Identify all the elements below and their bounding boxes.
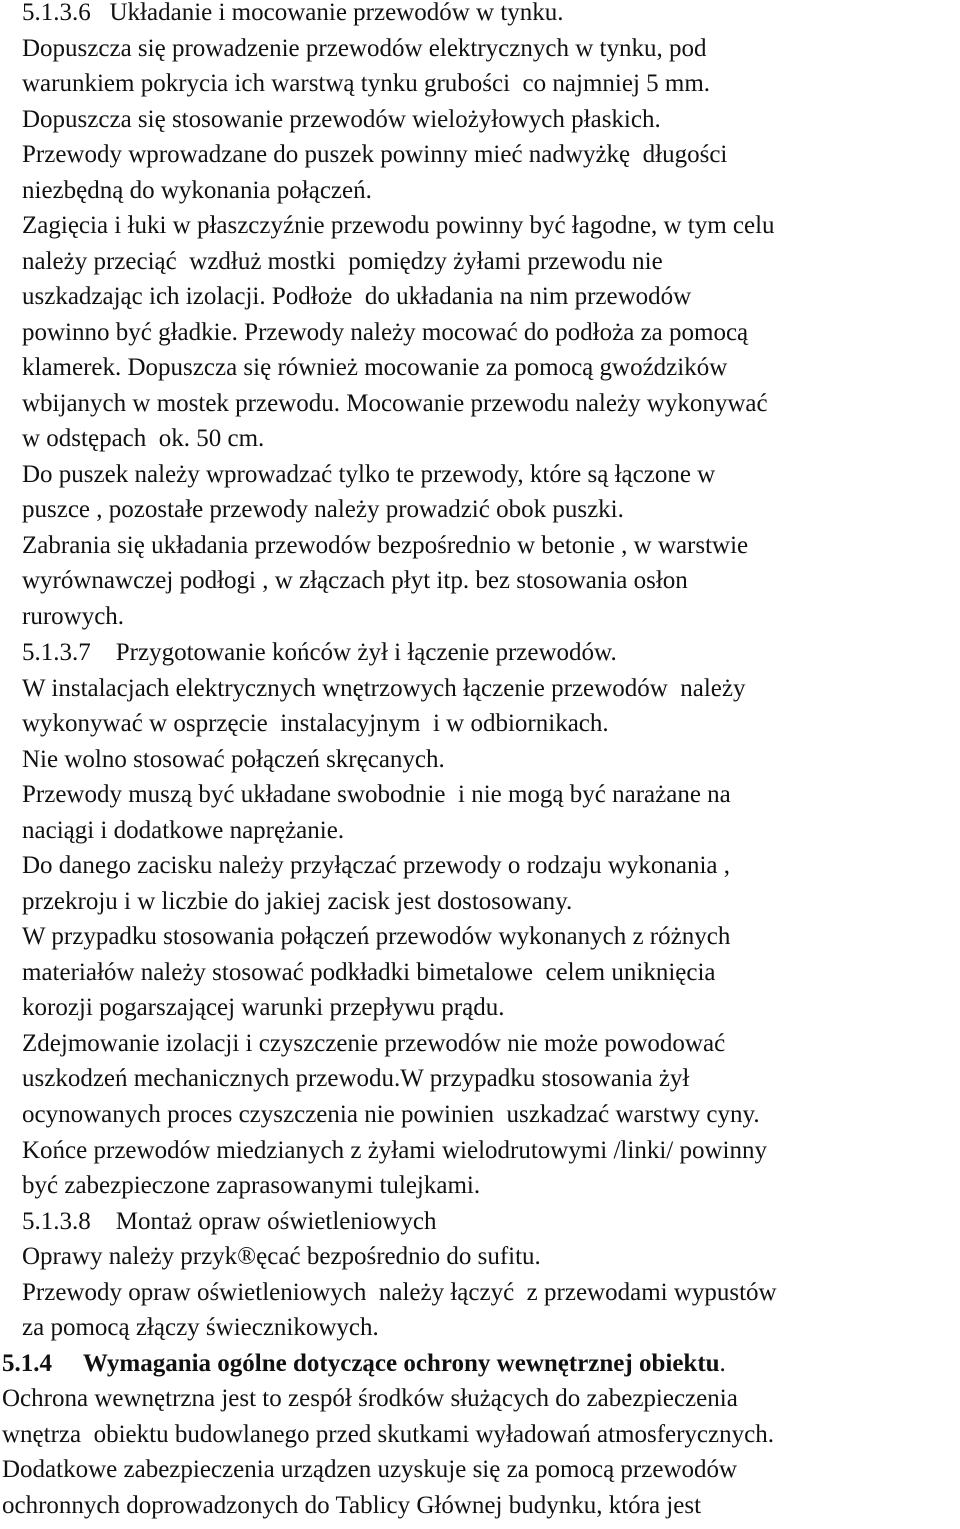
paragraph-line: warunkiem pokrycia ich warstwą tynku grubości co najmniej 5 mm. — [22, 70, 711, 97]
paragraph-line: Do danego zacisku należy przyłączać przewody o rodzaju wykonania , — [22, 852, 731, 879]
paragraph-line: Do puszek należy wprowadzać tylko te przewody, które są łączone w — [22, 461, 716, 488]
paragraph-line: uszkadzając ich izolacji. Podłoże do układania na nim przewodów — [22, 283, 692, 310]
section-title: Wymagania ogólne dotyczące ochrony wewnętrznej obiektu — [82, 1350, 720, 1377]
paragraph-line: Przewody wprowadzane do puszek powinny mieć nadwyżkę długości — [22, 141, 728, 168]
paragraph-line: klamerek. Dopuszcza się również mocowanie za pomocą gwoździków — [22, 354, 728, 381]
paragraph-line: Dodatkowe zabezpieczenia urządzen uzyskuje się za pomocą przewodów — [2, 1456, 738, 1483]
paragraph-line: Dopuszcza się stosowanie przewodów wielożyłowych płaskich. — [22, 106, 661, 133]
section-heading-5-1-3-8: 5.1.3.8 Montaż opraw oświetleniowych — [22, 1208, 437, 1235]
paragraph-line: puszce , pozostałe przewody należy prowadzić obok puszki. — [22, 496, 624, 523]
paragraph-line: ocynowanych proces czyszczenia nie powinien uszkadzać warstwy cyny. — [22, 1101, 760, 1128]
section-title-period: . — [719, 1350, 726, 1377]
paragraph-line: korozji pogarszającej warunki przepływu prądu. — [22, 994, 505, 1021]
paragraph-line: Zdejmowanie izolacji i czyszczenie przewodów nie może powodować — [22, 1030, 726, 1057]
paragraph-line: rurowych. — [22, 603, 125, 630]
section-heading-5-1-3-6: 5.1.3.6 Układanie i mocowanie przewodów w tynku. — [22, 0, 564, 26]
paragraph-line: Ochrona wewnętrzna jest to zespół środków służących do zabezpieczenia — [2, 1385, 738, 1412]
paragraph-line: ochronnych doprowadzonych do Tablicy Głównej budynku, która jest — [2, 1492, 702, 1519]
paragraph-line: być zabezpieczone zaprasowanymi tulejkami. — [22, 1172, 481, 1199]
paragraph-line: W instalacjach elektrycznych wnętrzowych łączenie przewodów należy — [22, 675, 746, 702]
paragraph-line: niezbędną do wykonania połączeń. — [22, 177, 372, 204]
paragraph-line: naciągi i dodatkowe naprężanie. — [22, 817, 345, 844]
paragraph-line: Przewody muszą być układane swobodnie i nie mogą być narażane na — [22, 781, 731, 808]
paragraph-line: wyrównawczej podłogi , w złączach płyt itp. bez stosowania osłon — [22, 567, 688, 594]
paragraph-line: wykonywać w osprzęcie instalacyjnym i w odbiornikach. — [22, 710, 609, 737]
paragraph-line: wbijanych w mostek przewodu. Mocowanie przewodu należy wykonywać — [22, 390, 768, 417]
paragraph-line: przekroju i w liczbie do jakiej zacisk jest dostosowany. — [22, 888, 573, 915]
paragraph-line: Końce przewodów miedzianych z żyłami wielodrutowymi /linki/ powinny — [22, 1137, 767, 1164]
paragraph-line: materiałów należy stosować podkładki bimetalowe celem uniknięcia — [22, 959, 716, 986]
paragraph-line: powinno być gładkie. Przewody należy mocować do podłoża za pomocą — [22, 319, 749, 346]
section-heading-5-1-3-7: 5.1.3.7 Przygotowanie końców żył i łączenie przewodów. — [22, 639, 617, 666]
paragraph-line: Zabrania się układania przewodów bezpośrednio w betonie , w warstwie — [22, 532, 749, 559]
paragraph-line: W przypadku stosowania połączeń przewodów wykonanych z różnych — [22, 923, 731, 950]
section-number: 5.1.4 — [2, 1350, 52, 1377]
paragraph-line: Przewody opraw oświetleniowych należy łączyć z przewodami wypustów — [22, 1279, 777, 1306]
paragraph-line: w odstępach ok. 50 cm. — [22, 425, 265, 452]
paragraph-line: uszkodzeń mechanicznych przewodu.W przypadku stosowania żył — [22, 1065, 690, 1092]
paragraph-line: Zagięcia i łuki w płaszczyźnie przewodu powinny być łagodne, w tym celu — [22, 212, 775, 239]
paragraph-line: Oprawy należy przyk®ęcać bezpośrednio do sufitu. — [22, 1243, 541, 1270]
paragraph-line: wnętrza obiektu budowlanego przed skutkami wyładowań atmosferycznych. — [2, 1421, 774, 1448]
paragraph-line: Nie wolno stosować połączeń skręcanych. — [22, 746, 445, 773]
paragraph-line: Dopuszcza się prowadzenie przewodów elektrycznych w tynku, pod — [22, 35, 707, 62]
paragraph-line: należy przeciąć wzdłuż mostki pomiędzy żyłami przewodu nie — [22, 248, 663, 275]
paragraph-line: za pomocą złączy świecznikowych. — [22, 1314, 379, 1341]
section-heading-5-1-4 — [2, 1349, 726, 1379]
